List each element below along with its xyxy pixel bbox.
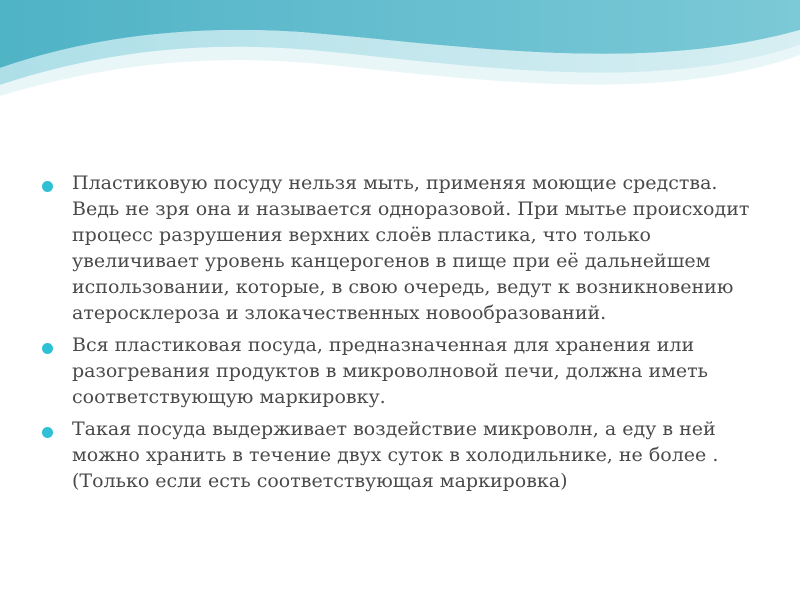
bullet-dot-icon xyxy=(42,343,53,354)
bullet-item xyxy=(36,170,766,326)
slide-content xyxy=(36,170,766,500)
bullet-dot-icon xyxy=(42,427,53,438)
bullet-item xyxy=(36,332,766,410)
bullet-text: Такая посуда выдерживает воздействие микроволн, а еду в ней можно хранить в течение двух суток в холодильнике, не более .(Только если есть соответствующая маркировка) xyxy=(72,418,719,492)
bullet-list xyxy=(36,170,766,494)
bullet-text: Пластиковую посуду нельзя мыть, применяя моющие средства. Ведь не зря она и называется одноразовой. При мытье происходит процесс разрушения верхних слоёв пластика, что только увеличивает уровень канцерогенов в пище при её дальнейшем использовании, которые, в свою очередь, ведут к возникновению атеросклероза и злокачественных новообразований. xyxy=(72,172,750,324)
wave-decoration xyxy=(0,0,800,110)
bullet-dot-icon xyxy=(42,181,53,192)
bullet-item xyxy=(36,416,766,494)
bullet-text: Вся пластиковая посуда, предназначенная для хранения или разогревания продуктов в микроволновой печи, должна иметь соответствующую маркировку. xyxy=(72,334,709,408)
